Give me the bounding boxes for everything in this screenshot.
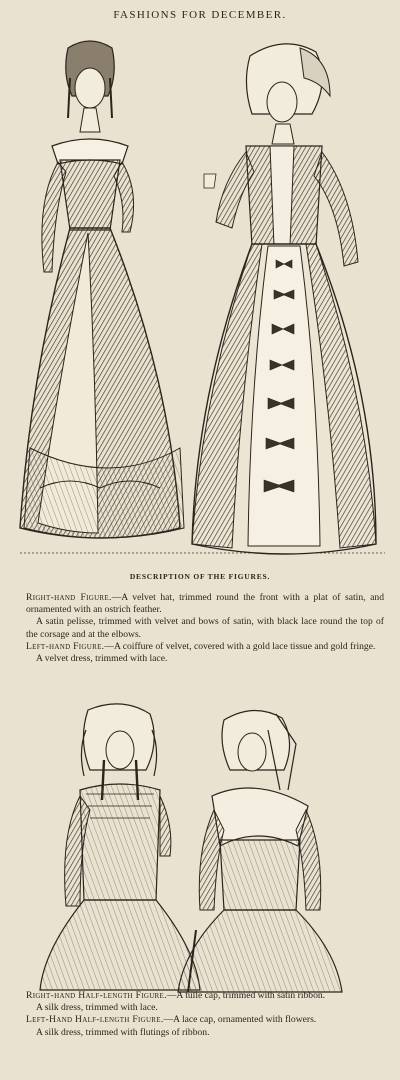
right-half-figure [178,710,342,992]
description-paragraph: A silk dress, trimmed with lace. [36,1002,158,1014]
description-paragraph: A velvet dress, trimmed with lace. [36,653,168,665]
half-length-figures-engraving [0,700,400,1000]
left-half-figure [40,704,200,990]
description-paragraph: Left-hand Figure.—A coiffure of velvet, covered with a gold lace tissue and gold fringe. [26,640,376,652]
description-paragraph: Left-Hand Half-length Figure.—A lace cap, ornamented with flowers. [26,1014,317,1026]
description-paragraph: A silk dress, trimmed with flutings of ribbon. [36,1026,210,1038]
figures-caption: DESCRIPTION OF THE FIGURES. [129,572,271,581]
description-paragraph: Right-hand Figure.—A velvet hat, trimmed round the front with a plat of satin, and ornamented with an ostrich feather. [26,592,385,616]
left-figure [20,41,184,538]
page-title: FASHIONS FOR DECEMBER. [113,9,287,21]
right-figure [192,44,376,554]
description-paragraph: Right-hand Half-length Figure.—A tulle cap, trimmed with satin ribbon. [26,990,326,1001]
description-paragraph: A satin pelisse, trimmed with velvet and bows of satin, with black lace round the top of the corsage and at the elbows. [26,616,384,640]
full-length-figures-engraving [0,28,400,560]
figures-description [26,592,384,665]
half-length-figures-description [26,990,384,1039]
